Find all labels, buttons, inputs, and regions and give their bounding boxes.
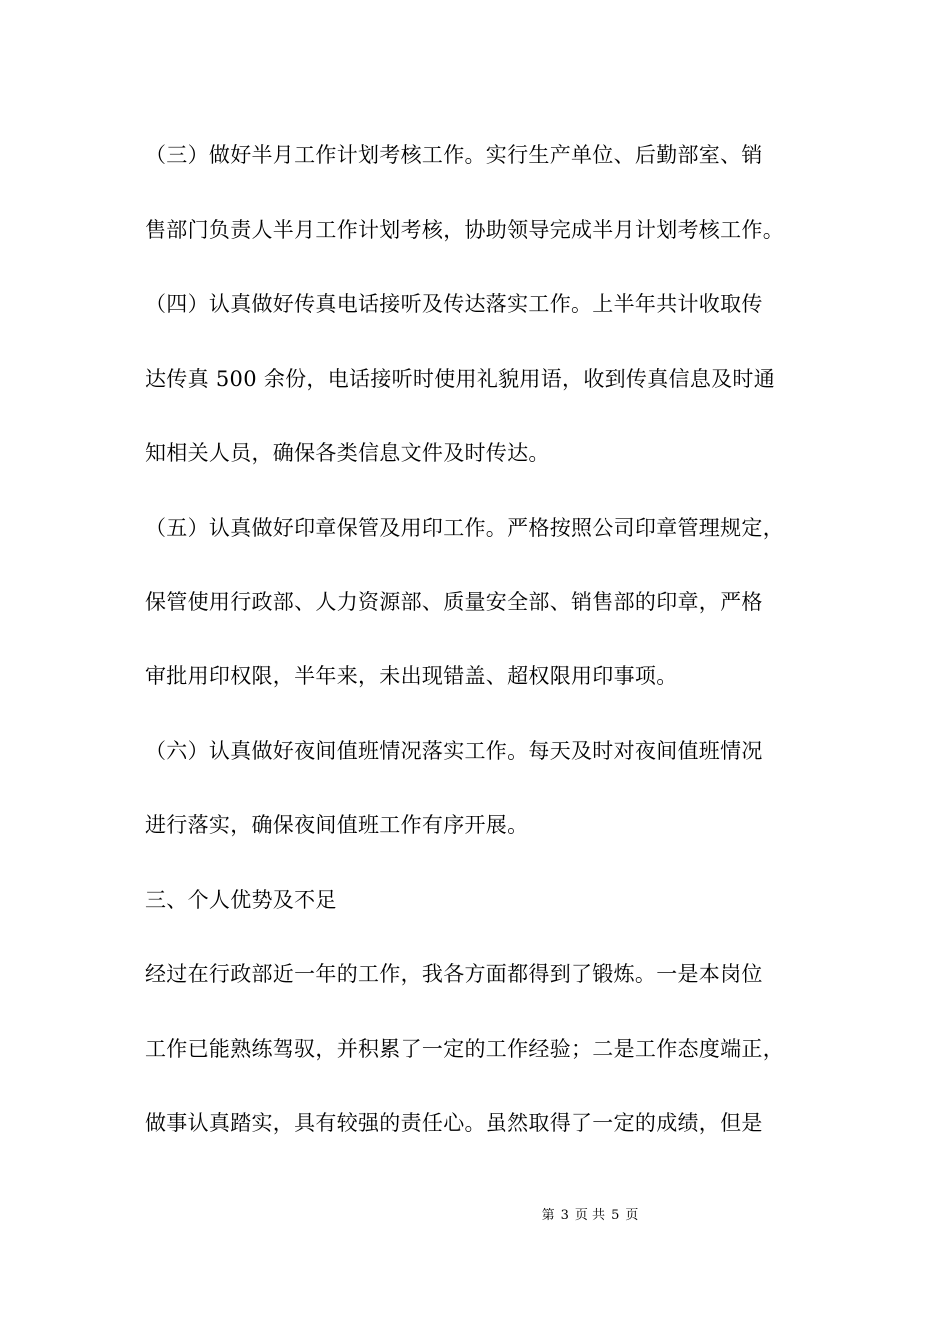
- total-pages-number: 5: [611, 1208, 620, 1223]
- text-line: 做事认真踏实，具有较强的责任心。虽然取得了一定的成绩，但是: [145, 1111, 763, 1135]
- text-line: 工作已能熟练驾驭，并积累了一定的工作经验；二是工作态度端正，: [145, 1037, 784, 1061]
- text-line: （四）认真做好传真电话接听及传达落实工作。上半年共计收取传: [145, 292, 763, 316]
- text-line: 进行落实，确保夜间值班工作有序开展。: [145, 813, 529, 837]
- text-line: 审批用印权限，半年来，未出现错盖、超权限用印事项。: [145, 664, 678, 688]
- text-line: 知相关人员，确保各类信息文件及时传达。: [145, 441, 550, 465]
- text-line: （五）认真做好印章保管及用印工作。严格按照公司印章管理规定，: [145, 516, 784, 540]
- page-label-prefix: 第: [541, 1208, 555, 1223]
- text-line: 保管使用行政部、人力资源部、质量安全部、销售部的印章，严格: [145, 590, 763, 614]
- text-line: 经过在行政部近一年的工作，我各方面都得到了锻炼。一是本岗位: [145, 962, 763, 986]
- text-line: 售部门负责人半月工作计划考核，协助领导完成半月计划考核工作。: [145, 218, 784, 242]
- current-page-number: 3: [560, 1208, 569, 1223]
- text-line: （三）做好半月工作计划考核工作。实行生产单位、后勤部室、销: [145, 143, 763, 167]
- text-line: （六）认真做好夜间值班情况落实工作。每天及时对夜间值班情况: [145, 739, 763, 763]
- page-footer: [0, 1206, 950, 1226]
- text-line: 达传真 500 余份，电话接听时使用礼貌用语，收到传真信息及时通: [145, 367, 776, 391]
- page-label-suffix: 页: [625, 1208, 639, 1223]
- section-heading: 三、个人优势及不足: [145, 888, 337, 912]
- page-label-mid: 页 共: [574, 1208, 606, 1223]
